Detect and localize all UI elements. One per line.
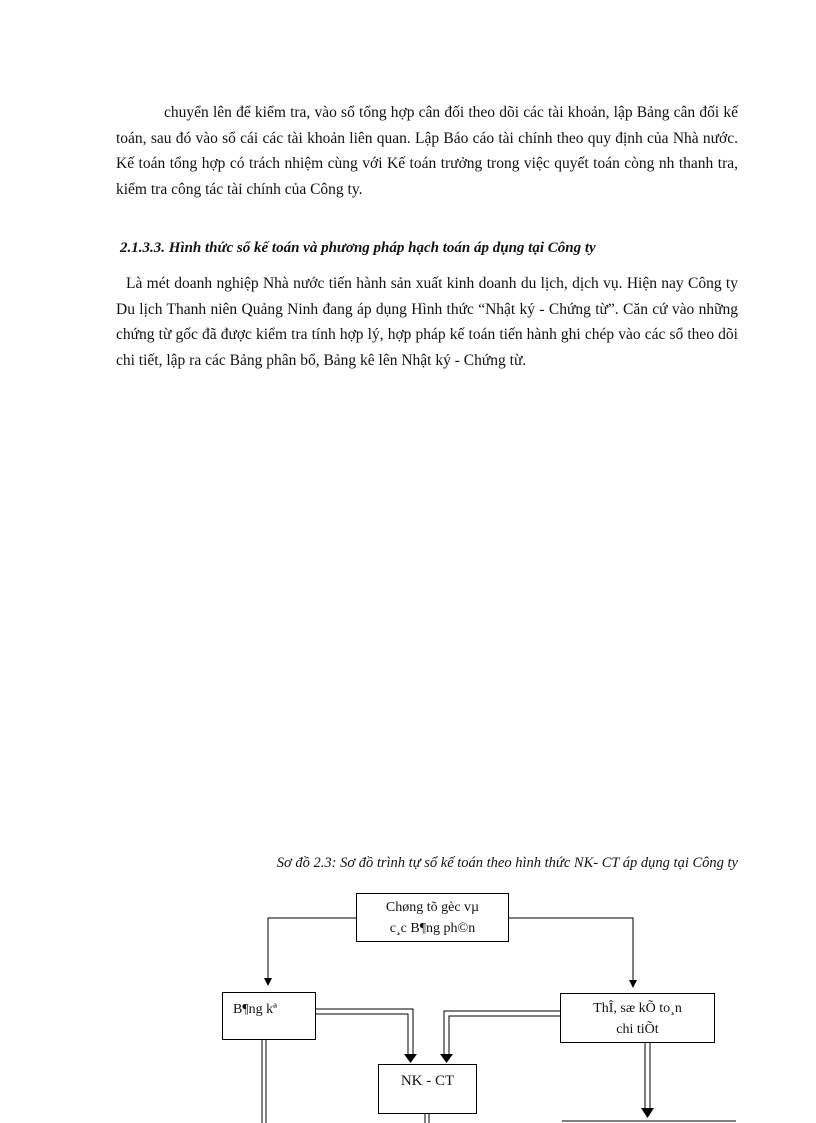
connector-top-to-left (268, 918, 357, 985)
diagram-caption: Sơ đồ 2.3: Sơ đồ trình tự sổ kế toán theo hình thức NK- CT áp dụng tại Công ty (276, 855, 738, 871)
connector-right-to-center (444, 1011, 560, 1056)
box-statement (222, 992, 316, 1040)
box-source-documents (356, 893, 509, 942)
box-detail-ledger-line2: chi tiÕt (616, 1022, 659, 1037)
box-source-documents-line2: c¸c B¶ng ph©n (389, 921, 476, 936)
section-heading: 2.1.3.3. Hình thức sổ kế toán và phương pháp hạch toán áp dụng tại Công ty (120, 240, 596, 256)
box-journal-voucher (378, 1064, 477, 1114)
box-detail-ledger-line1: ThÎ, sæ kÕ to¸n (593, 1001, 682, 1016)
connector-left-to-center (315, 1009, 413, 1056)
box-detail-ledger (560, 993, 715, 1043)
paragraph-intro: Là mét doanh nghiệp Nhà nước tiến hành sản xuất kinh doanh du lịch, dịch vụ. Hiện nay Công ty Du lịch Thanh niên Quảng Ninh đang áp dụng Hình thức “Nhật ký - Chứng từ”. Căn cứ vào những chứng từ gốc đã được kiểm tra tính hợp lý, hợp pháp kế toán tiến hành ghi chép vào các sổ theo dõi chi tiết, lập ra các Bảng phân bổ, Bảng kê lên Nhật ký - Chứng từ. (116, 275, 738, 369)
connector-top-to-right (508, 918, 633, 987)
box-journal-voucher-line1: NK - CT (400, 1073, 455, 1089)
box-statement-line1: B¶ng kª (233, 1002, 278, 1017)
paragraph-continued: chuyển lên để kiểm tra, vào sổ tổng hợp cân đối theo dõi các tài khoản, lập Bảng cân đối kế toán, sau đó vào sổ cái các tài khoản liên quan. Lập Báo cáo tài chính theo quy định của Nhà nước. Kế toán tổng hợp có trách nhiệm cùng với Kế toán trưởng trong việc quyết toán còng nh thanh tra, kiểm tra công tác tài chính của Công ty. (116, 104, 738, 198)
box-source-documents-line1: Chøng tõ gèc vµ (385, 900, 480, 915)
